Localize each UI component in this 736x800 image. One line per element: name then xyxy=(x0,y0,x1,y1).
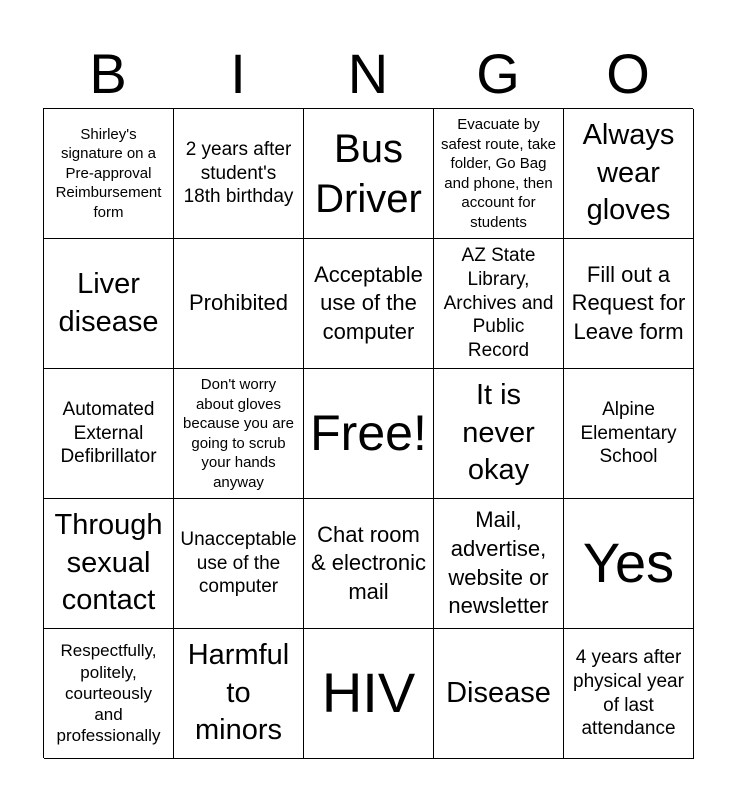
free-space-cell[interactable]: Free! xyxy=(304,369,434,499)
bingo-cell-r4-c4[interactable]: 4 years after physical year of last attendance xyxy=(564,629,694,759)
bingo-cell-r1-c1[interactable]: Prohibited xyxy=(174,239,304,369)
bingo-cell-r0-c3[interactable]: Evacuate by safest route, take folder, Go Bag and phone, then account for students xyxy=(434,109,564,239)
bingo-board xyxy=(43,108,693,758)
bingo-cell-r4-c0[interactable]: Respectfully, politely, courteously and professionally xyxy=(44,629,174,759)
header-letter-b: B xyxy=(89,42,127,105)
bingo-cell-r1-c4[interactable]: Fill out a Request for Leave form xyxy=(564,239,694,369)
header-letter-n: N xyxy=(347,42,389,105)
bingo-cell-r2-c3[interactable]: It is never okay xyxy=(434,369,564,499)
bingo-cell-r0-c0[interactable]: Shirley's signature on a Pre-approval Reimbursement form xyxy=(44,109,174,239)
bingo-cell-r0-c1[interactable]: 2 years after student's 18th birthday xyxy=(174,109,304,239)
bingo-cell-r1-c0[interactable]: Liver disease xyxy=(44,239,174,369)
bingo-cell-r3-c4[interactable]: Yes xyxy=(564,499,694,629)
bingo-cell-r3-c1[interactable]: Unacceptable use of the computer xyxy=(174,499,304,629)
bingo-cell-r1-c2[interactable]: Acceptable use of the computer xyxy=(304,239,434,369)
bingo-cell-r0-c2[interactable]: Bus Driver xyxy=(304,109,434,239)
header-letter-g: G xyxy=(476,42,520,105)
header-letter-i: I xyxy=(230,42,246,105)
bingo-cell-r2-c4[interactable]: Alpine Elementary School xyxy=(564,369,694,499)
bingo-cell-r3-c2[interactable]: Chat room & electronic mail xyxy=(304,499,434,629)
bingo-cell-r2-c1[interactable]: Don't worry about gloves because you are going to scrub your hands anyway xyxy=(174,369,304,499)
bingo-cell-r3-c3[interactable]: Mail, advertise, website or newsletter xyxy=(434,499,564,629)
bingo-cell-r4-c1[interactable]: Harmful to minors xyxy=(174,629,304,759)
header-letter-o: O xyxy=(606,42,650,105)
bingo-cell-r4-c3[interactable]: Disease xyxy=(434,629,564,759)
bingo-cell-r0-c4[interactable]: Always wear gloves xyxy=(564,109,694,239)
bingo-cell-r2-c0[interactable]: Automated External Defibrillator xyxy=(44,369,174,499)
bingo-header xyxy=(43,44,693,104)
bingo-cell-r4-c2[interactable]: HIV xyxy=(304,629,434,759)
bingo-cell-r3-c0[interactable]: Through sexual contact xyxy=(44,499,174,629)
bingo-cell-r1-c3[interactable]: AZ State Library, Archives and Public Record xyxy=(434,239,564,369)
